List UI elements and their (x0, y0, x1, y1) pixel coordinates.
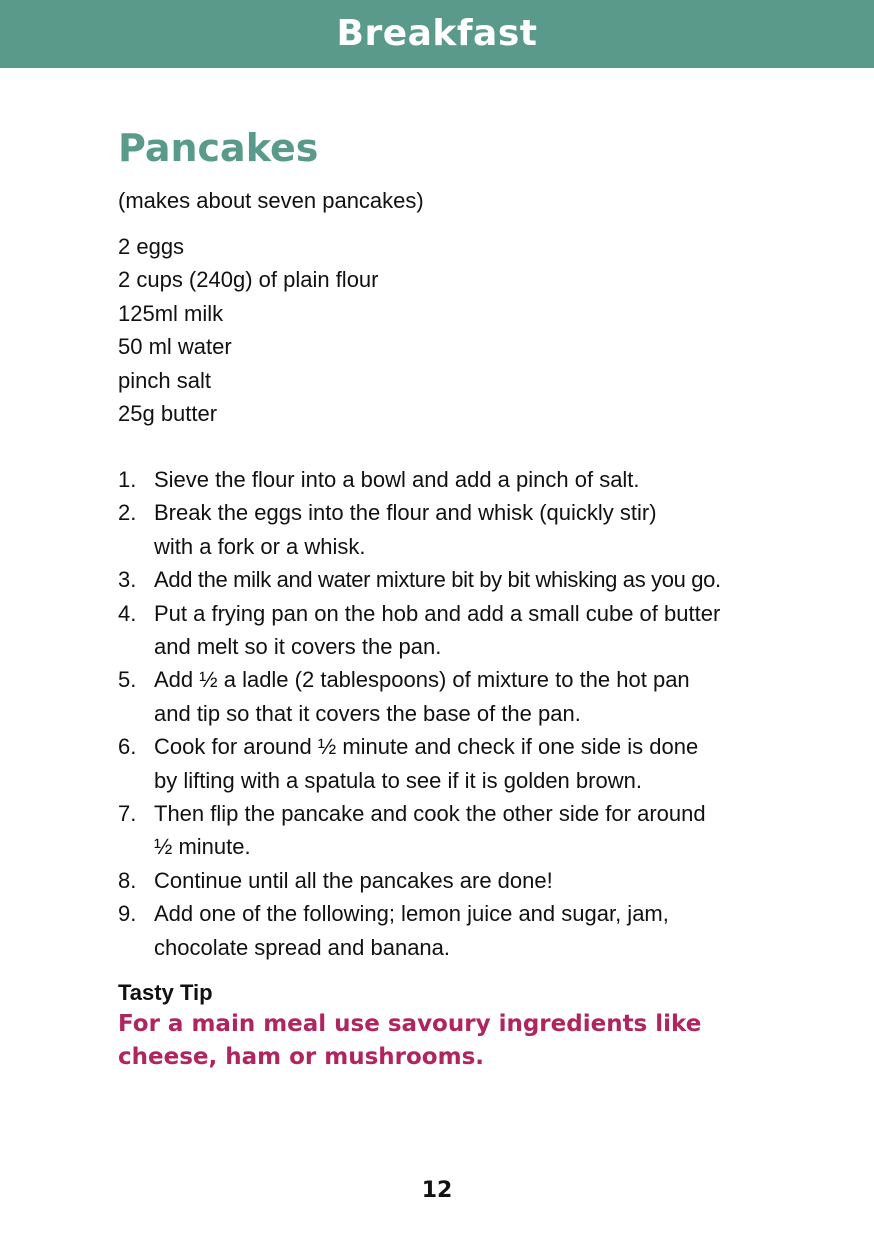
step-text: Continue until all the pancakes are done! (154, 867, 553, 893)
tip-text: For a main meal use savoury ingredients like cheese, ham or mushrooms. (118, 1011, 702, 1070)
ingredient-list (118, 230, 379, 430)
ingredient-item: 50 ml water (118, 334, 232, 360)
method-step (118, 496, 798, 563)
step-text: Sieve the flour into a bowl and add a pinch of salt. (154, 467, 640, 492)
step-number: 6. (118, 734, 137, 760)
ingredient-item: 25g butter (118, 400, 218, 426)
method-step (118, 897, 798, 964)
method-step (118, 663, 798, 730)
method-step (118, 864, 798, 897)
ingredient-item: 2 cups (240g) of plain flour (118, 267, 379, 293)
ingredient-item: 2 eggs (118, 234, 185, 259)
method-step (118, 463, 798, 496)
tip-heading: Tasty Tip (118, 980, 213, 1005)
method-step (118, 563, 798, 596)
step-number: 3. (118, 567, 137, 593)
step-number: 2. (118, 500, 137, 526)
method-step (118, 797, 798, 864)
step-text: Cook for around ½ minute and check if one side is done by lifting with a spatula to see if it is golden brown. (154, 734, 699, 793)
step-text: Break the eggs into the flour and whisk (quickly stir) with a fork or a whisk. (154, 500, 657, 559)
ingredient-item: pinch salt (118, 367, 211, 393)
page-number: 12 (421, 1178, 453, 1203)
step-number: 5. (118, 667, 137, 693)
section-header-band (0, 0, 874, 68)
step-number: 1. (118, 467, 137, 492)
step-text: Put a frying pan on the hob and add a small cube of butter and melt so it covers the pan. (154, 600, 721, 660)
method-step (118, 730, 798, 797)
ingredient-item: 125ml milk (118, 300, 224, 326)
method-step (118, 597, 798, 664)
method-steps (118, 463, 798, 964)
recipe-yield: (makes about seven pancakes) (118, 188, 424, 213)
step-text: Add one of the following; lemon juice and sugar, jam, chocolate spread and banana. (154, 901, 669, 960)
step-text: Then flip the pancake and cook the other side for around ½ minute. (154, 801, 706, 860)
recipe-title: Pancakes (118, 126, 319, 170)
step-number: 7. (118, 801, 137, 827)
section-title: Breakfast (336, 12, 538, 54)
step-text: Add ½ a ladle (2 tablespoons) of mixture to the hot pan and tip so that it covers the base of the pan. (154, 667, 690, 726)
step-number: 9. (118, 901, 137, 927)
step-number: 4. (118, 600, 137, 626)
step-text: Add the milk and water mixture bit by bit whisking as you go. (154, 567, 721, 593)
step-number: 8. (118, 867, 137, 893)
